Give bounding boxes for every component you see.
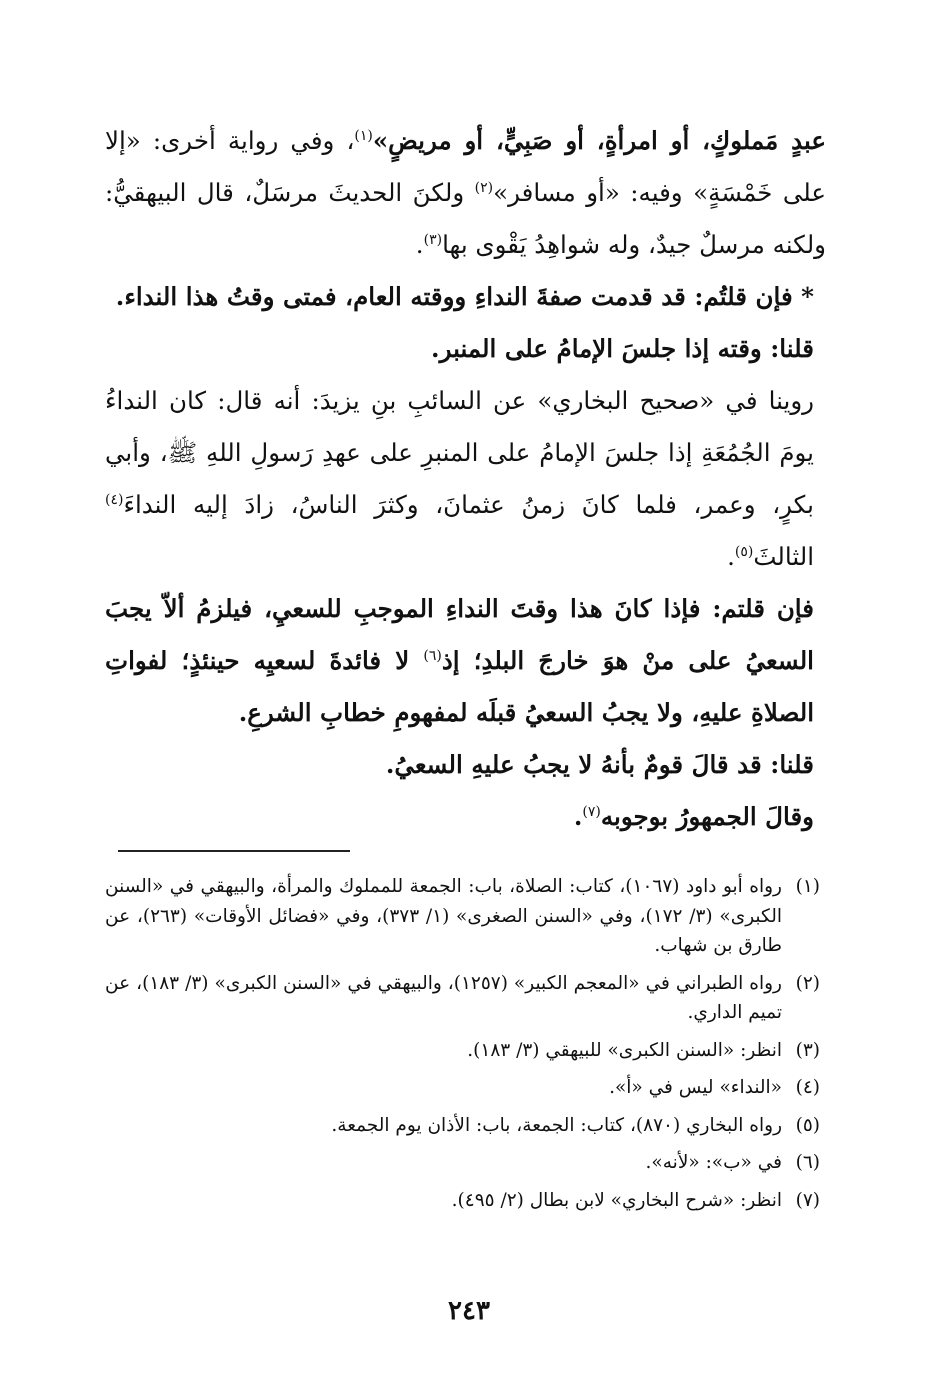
answer-heading-2: قلنا: قد قالَ قومٌ بأنهُ لا يجبُ عليهِ السعيُ. xyxy=(385,750,814,779)
footnotes xyxy=(105,872,826,1223)
objection-heading-1: * فإن قلتُم: قد قدمت صفةَ النداءِ ووقته العام، فمتى وقتُ هذا النداء. xyxy=(115,282,814,311)
footnote-divider xyxy=(118,850,350,852)
footnote-number: (٦) xyxy=(795,1152,820,1173)
footnote-text: رواه أبو داود (١٠٦٧)، كتاب: الصلاة، باب: الجمعة للمملوك والمرأة، والبيهقي في «السنن الكبرى» (٣/ ١٧٢)، وفي «السنن الصغرى» (١/ ٣٧٣)، وفي «فضائل الأوقات» (٢٦٣)، عن طارق بن شهاب. xyxy=(105,876,782,956)
paragraph-7 xyxy=(105,791,826,843)
footnote-text: رواه البخاري (٨٧٠)، كتاب: الجمعة، باب: الأذان يوم الجمعة. xyxy=(331,1114,782,1136)
paragraph-1-end: . xyxy=(415,230,424,259)
footnote-ref-5[interactable]: (٥) xyxy=(734,543,754,560)
paragraph-1-text-b: ، وفي رواية أخرى: «إلا على خَمْسَةٍ» وفيه: «أو مسافر» xyxy=(105,126,826,207)
paragraph-7-text-a: وقالَ الجمهورُ بوجوبه xyxy=(600,802,814,831)
footnote-item-1 xyxy=(105,872,826,961)
footnote-ref-7[interactable]: (٧) xyxy=(582,803,601,820)
footnote-item-2 xyxy=(105,969,826,1028)
paragraph-1 xyxy=(105,115,826,271)
footnote-ref-2[interactable]: (٢) xyxy=(474,179,494,196)
page-number: ٢٤٣ xyxy=(448,1296,490,1326)
footnote-number: (٧) xyxy=(795,1189,820,1211)
footnote-number: (٤) xyxy=(795,1077,820,1098)
footnote-ref-1[interactable]: (١) xyxy=(354,127,373,144)
footnote-ref-3[interactable]: (٣) xyxy=(423,231,443,248)
footnote-number: (٥) xyxy=(795,1114,820,1136)
footnote-item-3 xyxy=(105,1036,826,1066)
footnote-text: «النداء» ليس في «أ». xyxy=(609,1077,782,1098)
footnote-item-7 xyxy=(105,1186,826,1216)
footnote-text: رواه الطبراني في «المعجم الكبير» (١٢٥٧)، والبيهقي في «السنن الكبرى» (٣/ ١٨٣)، عن تميم الداري. xyxy=(105,972,782,1023)
objection-paragraph-2 xyxy=(105,583,826,739)
paragraph-4-text-a: روينا في «صحيح البخاري» عن السائبِ بنِ يزيدَ: أنه قال: كان النداءُ يومَ الجُمُعَةِ إذا جلسَ الإمامُ على المنبرِ على عهدِ رَسولِ اللهِ ﷺ، وأبي بكرٍ، وعمر، فلما كانَ زمنُ عثمانَ، وكثرَ الناسُ، زادَ إليه النداءَ xyxy=(105,386,814,519)
main-text xyxy=(105,115,826,843)
footnote-item-6 xyxy=(105,1148,826,1178)
paragraph-5-text-a: فإن قلتم: فإذا كانَ هذا وقتَ النداءِ الموجبِ للسعيِ، فيلزمُ ألاّ يجبَ السعيُ على منْ هوَ خارجَ البلدِ؛ إذ xyxy=(105,594,814,675)
footnote-item-5 xyxy=(105,1111,826,1141)
paragraph-4 xyxy=(105,375,826,583)
footnote-ref-4[interactable]: (٤) xyxy=(105,491,124,508)
paragraph-7-end: . xyxy=(573,802,583,831)
paragraph-4-text-b: الثالثَ xyxy=(753,542,814,571)
paragraph-1-text-c: ولكنَ الحديثَ مرسَلٌ، قال البيهقيُّ: ولكنه مرسلٌ جيدٌ، وله شواهِدُ يَقْوى بها xyxy=(105,178,826,259)
footnote-text: انظر: «السنن الكبرى» للبيهقي (٣/ ١٨٣). xyxy=(467,1039,782,1061)
paragraph-4-end: . xyxy=(727,542,735,571)
footnote-item-4 xyxy=(105,1073,826,1103)
footnote-number: (٢) xyxy=(795,972,820,994)
footnote-number: (٣) xyxy=(795,1039,820,1061)
hadith-text-1: عبدٍ مَملوكٍ، أو امرأةٍ، أو صَبِيٍّ، أو مريضٍ» xyxy=(372,126,826,155)
footnote-number: (١) xyxy=(795,876,820,897)
answer-heading-1: قلنا: وقته إذا جلسَ الإمامُ على المنبر. xyxy=(431,334,814,363)
footnote-text: انظر: «شرح البخاري» لابن بطال (٢/ ٤٩٥). xyxy=(451,1189,782,1211)
paragraph-5-text-b: لا فائدةَ لسعيِه حينئذٍ؛ لفواتِ الصلاةِ عليهِ، ولا يجبُ السعيُ قبلَه لمفهومِ خطابِ الشرعِ. xyxy=(105,646,814,727)
footnote-text: في «ب»: «لأنه». xyxy=(645,1152,782,1173)
footnote-ref-6[interactable]: (٦) xyxy=(423,647,442,664)
